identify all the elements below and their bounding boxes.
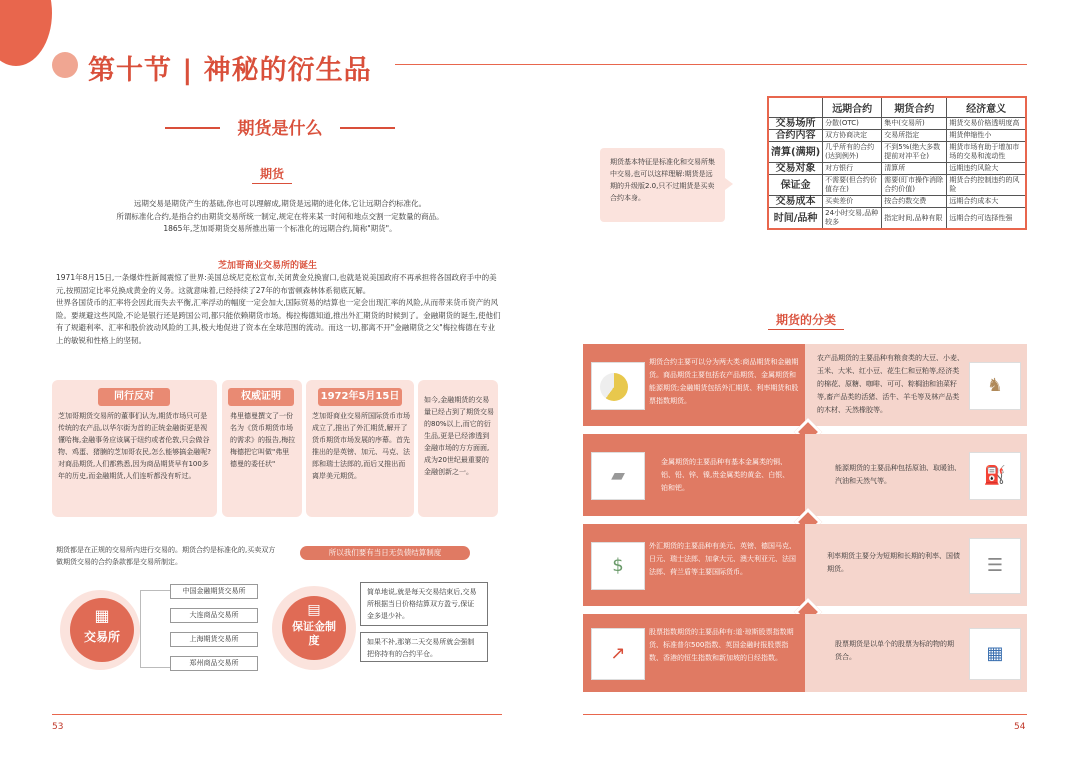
- cls-row-3-left: [583, 524, 805, 606]
- barrel-icon: ⛽: [983, 465, 1007, 486]
- card-opposition: [52, 380, 217, 517]
- table-cell: 需要(盯市操作消除合约价值): [882, 175, 947, 196]
- trend-icon: ↗: [610, 643, 626, 664]
- section-heading: [165, 114, 395, 142]
- title-bullet: [52, 52, 78, 78]
- cls-row-1-left: [583, 344, 805, 426]
- row-header: 合约内容: [768, 130, 823, 142]
- card-text: 芝加哥期货交易所的董事们认为,期货市场只可是传统的农产品,以华尔街为首的正统金融街更是视懂哈梅,金融事务应该属于纽约或者伦敦,只会做谷物、鸡蛋、猪腩的芝加哥农民,怎么能够搞金融呢?对商品期货,人们都熟悉,因为商品期货早有100多年的历史,而金融期货,人们连听都没有听过。: [58, 412, 211, 480]
- page-number: 54: [1014, 722, 1026, 732]
- card-text: 芝加哥商业交易所国际货币市场成立了,推出了外汇期货,解开了货币期货市场发展的序幕。首先推出的是英镑、加元、马克、法郎和瑞士法郎的,而后又推出而离岸美元期货。: [312, 412, 410, 480]
- table-cell: 对方银行: [823, 163, 882, 175]
- building-icon: ▦: [94, 606, 110, 625]
- table-cell: 期货交易价格透明度高: [947, 118, 1026, 130]
- report-icon: ☰: [986, 555, 1004, 576]
- corner-decoration: [0, 0, 52, 66]
- table-cell: 期货合约控制违约的风险: [947, 175, 1026, 196]
- card-today: [418, 380, 498, 517]
- cls-text: 能源期货的主要品种包括原油、取暖油、汽油和天然气等。: [835, 464, 961, 485]
- cme-title: 芝加哥商业交易所的诞生: [218, 261, 318, 271]
- cow-icon: ♞: [986, 375, 1004, 396]
- cls-text: 利率期货主要分为短期和长期的利率、国债期货。: [827, 552, 960, 573]
- footer-line: [52, 714, 502, 715]
- table-cell: 集中(交易所): [882, 118, 947, 130]
- intro-line: 1865年,芝加哥期货交易所推出第一个标准化的远期合约,简称"期货"。: [163, 224, 397, 233]
- callout-box: 期货基本特征是标准化和交易所集中交易,也可以这样理解:期货是远期的升级版2.0,只不过期货是买卖合约本身。: [600, 148, 725, 222]
- exchange-item: 上海期货交易所: [170, 632, 258, 647]
- table-cell: 远期合约可选择性强: [947, 208, 1026, 230]
- table-row: [768, 118, 1026, 130]
- table-cell: 24小时交易,品种较多: [823, 208, 882, 230]
- table-cell: 几乎所有的合约(达到例外): [823, 142, 882, 163]
- comparison-table: [767, 96, 1027, 230]
- cls-row-2-right: [805, 434, 1027, 516]
- table-row: [768, 130, 1026, 142]
- document-icon: ▤: [307, 602, 321, 618]
- margin-note: 简单地说,就是每天交易结束后,交易所根据当日价格结算双方盈亏,保证金多退少补。: [360, 582, 488, 626]
- intro-text: [60, 198, 500, 236]
- table-header: 期货合约: [882, 97, 947, 118]
- title-divider: [395, 64, 1027, 65]
- table-header: 经济意义: [947, 97, 1026, 118]
- grid-icon: ▦: [986, 643, 1004, 664]
- cme-text: [56, 272, 501, 347]
- chart-illustration: [591, 362, 645, 410]
- card-text: 如今,金融期货的交易量已经占到了期货交易的80%以上,而它的衍生品,更是已经渗透到金融市场的方方面面,成为20世纪最重要的金融创新之一。: [424, 396, 494, 476]
- table-row: [768, 208, 1026, 230]
- row-header: 交易成本: [768, 196, 823, 208]
- table-row: [768, 142, 1026, 163]
- table-header-row: [768, 97, 1026, 118]
- table-cell: 远期违约风险大: [947, 163, 1026, 175]
- card-title: 1972年5月15日: [318, 388, 402, 406]
- table-cell: 清算所: [882, 163, 947, 175]
- currency-illustration: [591, 542, 645, 590]
- cls-text: 农产品期货的主要品种有粮食类的大豆、小麦、玉米、大米、红小豆、花生仁和豆粕等,经济类的棉花、原糖、咖啡、可可、粽榈油和油菜籽等,畜产品类的活猪、活牛、羊毛等及林产品类的木材、天然橡胶等。: [817, 354, 964, 414]
- margin-note: 如果不补,那第二天交易所就会强制把你持有的合约平仓。: [360, 632, 488, 662]
- row-header: 清算(满期): [768, 142, 823, 163]
- table-cell: 买卖差价: [823, 196, 882, 208]
- card-title: 权威证明: [228, 388, 294, 406]
- card-authority: [222, 380, 302, 517]
- intro-line: 远期交易是期货产生的基础,你也可以理解成,期货是远期的进化体,它让远期合约标准化。: [133, 199, 427, 208]
- cls-text: 股票期货是以单个的股票为标的物的期货合。: [835, 640, 954, 661]
- exchange-item: 大连商品交易所: [170, 608, 258, 623]
- table-cell: 双方协商决定: [823, 130, 882, 142]
- exchange-circle: [70, 598, 134, 662]
- row-header: 时间/品种: [768, 208, 823, 230]
- exchange-label: 交易所: [83, 630, 120, 644]
- cls-text: 金属期货的主要品种有基本金属类的铜、铝、铅、锌、镍,贵金属类的黄金、白银、铂和钯。: [661, 458, 790, 492]
- stock-chart-illustration: [591, 628, 645, 680]
- table-cell: 期货伸缩性小: [947, 130, 1026, 142]
- margin-pill: 所以我们要有当日无负债结算制度: [300, 546, 470, 560]
- cls-row-1-right: [805, 344, 1027, 426]
- card-title: 同行反对: [98, 388, 170, 406]
- exchange-note: 期货都是在正规的交易所内进行交易的。期货合约是标准化的,买卖双方做期货交易的合约条款都是交易所制定。: [56, 546, 276, 566]
- banknote-icon: $: [612, 555, 624, 576]
- card-text: 弗里德曼撰文了一份名为《货币期货市场的需求》的报告,梅拉梅德把它叫做"弗里德曼的委任状": [230, 412, 296, 468]
- heading-line-right: [340, 127, 395, 129]
- exchange-bracket: [140, 590, 171, 668]
- table-header: [768, 97, 823, 118]
- exchange-item: 中国金融期货交易所: [170, 584, 258, 599]
- cls-row-2-left: [583, 434, 805, 516]
- document-illustration: [969, 538, 1021, 594]
- table-row: [768, 163, 1026, 175]
- table-cell: 不需要(但合约价值存在): [823, 175, 882, 196]
- row-header: 保证金: [768, 175, 823, 196]
- metal-illustration: [591, 452, 645, 500]
- table-cell: 期货市场有助于增加市场的交易和流动性: [947, 142, 1026, 163]
- table-cell: 交易所指定: [882, 130, 947, 142]
- section-title: 期货是什么: [237, 119, 323, 139]
- cls-text: 外汇期货的主要品种有美元、英镑、德国马克、日元、瑞士法郎、加拿大元、澳大利亚元、法国法郎、荷兰盾等主要国际货币。: [649, 542, 796, 576]
- cme-paragraph: 1971年8月15日,一条爆炸性新闻震惊了世界:美国总统尼克松宣布,关闭黄金兑换窗口,也就是说美国政府不再承担将各国政府手中的美元,按照固定比率兑换成黄金的义务。这就意味着,已经持续了27年的布雷顿森林体系彻底瓦解。: [56, 273, 497, 295]
- cls-text: 股票指数期货的主要品种有:道·琼斯股票指数期货、标准普尔500指数、英国金融时报股票指数、香港的恒生指数和新加坡的日经指数。: [649, 628, 794, 662]
- callout-arrow: [725, 178, 733, 190]
- oil-illustration: [969, 452, 1021, 500]
- row-header: 交易场所: [768, 118, 823, 130]
- table-cell: 按合约数交费: [882, 196, 947, 208]
- cls-row-4-left: [583, 614, 805, 692]
- table-row: [768, 175, 1026, 196]
- pie-icon: [600, 373, 628, 401]
- heading-line-left: [165, 127, 220, 129]
- table-header: 远期合约: [823, 97, 882, 118]
- metal-icon: ▰: [611, 465, 625, 486]
- intro-line: 所谓标准化合约,是指合约由期货交易所统一制定,规定在将来某一时间和地点交割一定数量的商品。: [116, 211, 444, 221]
- margin-circle: [282, 596, 346, 660]
- tag-futures: 期货: [252, 164, 292, 184]
- margin-label: 保证金制度: [292, 620, 336, 647]
- cls-text: 期货合约主要可以分为两大类:商品期货和金融期货。商品期货主要包括农产品期货、金属期货和能源期货;金融期货包括外汇期货、利率期货和股票指数期货。: [649, 358, 799, 405]
- footer-line: [583, 714, 1027, 715]
- table-row: [768, 196, 1026, 208]
- table-cell: 不到5%(绝大多数提前对冲平仓): [882, 142, 947, 163]
- classification-title: 期货的分类: [768, 310, 844, 330]
- page-title: 第十节 | 神秘的衍生品: [88, 55, 372, 86]
- card-1972: [306, 380, 414, 517]
- livestock-illustration: [969, 362, 1021, 410]
- exchange-item: 郑州商品交易所: [170, 656, 258, 671]
- cls-row-4-right: [805, 614, 1027, 692]
- table-cell: 远期合约成本大: [947, 196, 1026, 208]
- stock-table-illustration: [969, 628, 1021, 680]
- cls-row-3-right: [805, 524, 1027, 606]
- row-header: 交易对象: [768, 163, 823, 175]
- table-cell: 指定时间,品种有限: [882, 208, 947, 230]
- table-cell: 分散(OTC): [823, 118, 882, 130]
- cme-paragraph: 世界各国货币的汇率将会因此而失去平衡,汇率浮动的幅度一定会加大,国际贸易的结算也一定会出现汇率的风险,从而带来货币资产的风险。要规避这些风险,不论是银行还是跨国公司,都只能依赖期货市场。梅拉梅德知道,推出外汇期货的时候到了。金融期货的诞生,使他们有了规避利率、汇率和股价波动风险的工具,极大地促进了资本在全球范围的流动。而这一切,都离不开"金融期货之父"梅拉梅德在专业上的敏锐和性格上的坚韧。: [56, 298, 501, 345]
- page-number: 53: [52, 722, 64, 732]
